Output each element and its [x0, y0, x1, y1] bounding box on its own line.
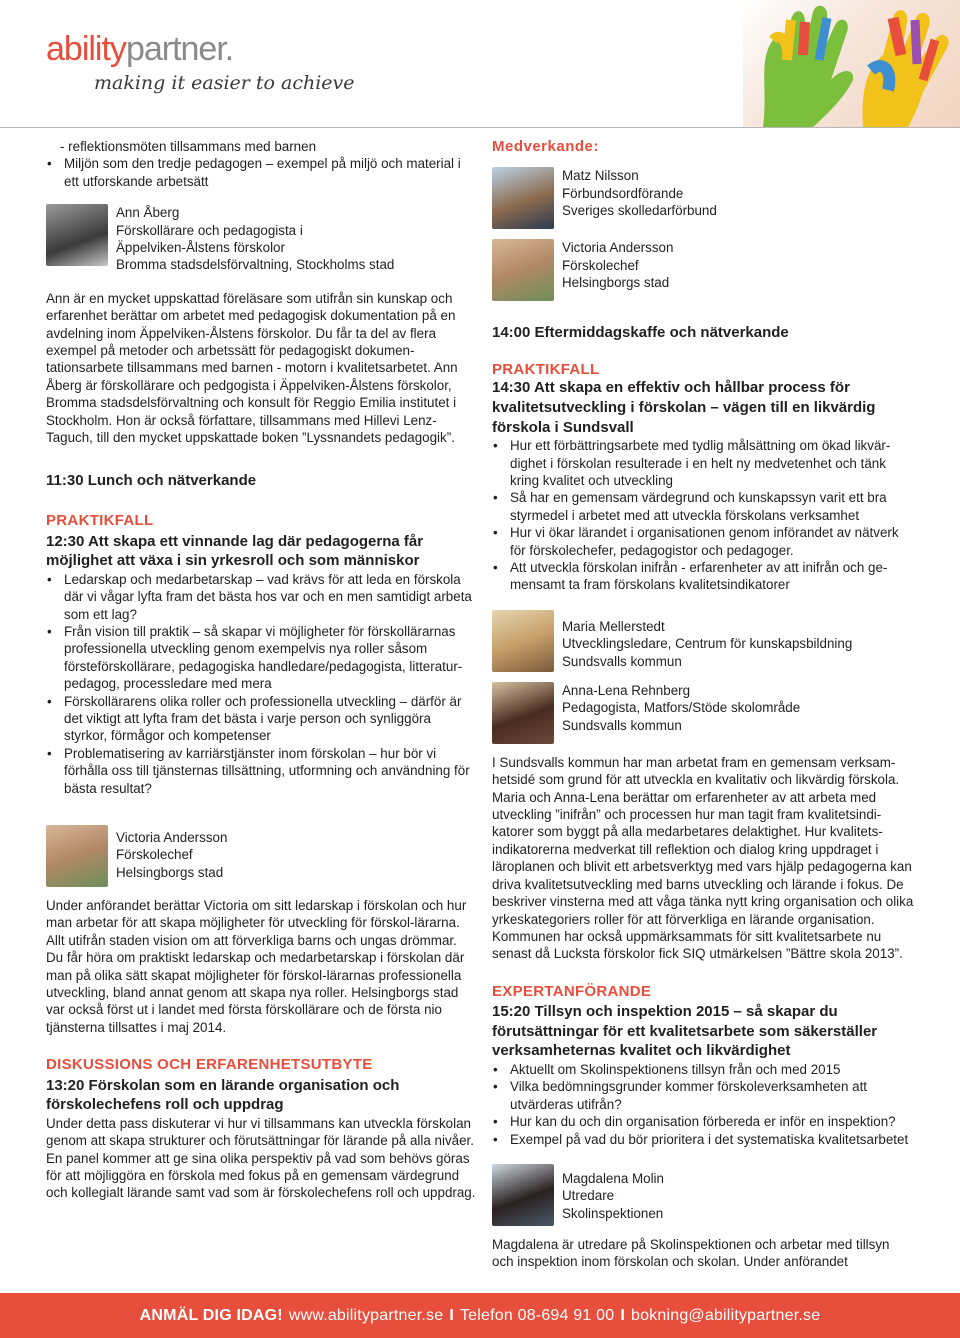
magdalena-description: Magdalena är utredare på Skolinspektionen och arbetar med tillsyn och inspektion inom förskolan och skolan. Under anförandet	[492, 1236, 890, 1270]
phone-number[interactable]: Telefon 08-694 91 00	[459, 1306, 615, 1324]
speaker-victoria-andersson-right	[492, 239, 914, 301]
speaker-role: Utredare	[562, 1188, 615, 1204]
session-description: Under detta pass diskuterar vi hur vi tillsammans kan utveckla förskolan genom att skapa strukturer och förutsättningar för lärande på alla nivåer. En panel kommer att ge sina olika perspektiv på vad som behövs göras för att möjliggöra en förskola med fokus på en gemensam värdegrund och kollegialt lärande samt vad som är förskolechefens roll och uppdrag.	[46, 1115, 476, 1201]
footer-bar	[0, 1293, 960, 1338]
speaker-photo	[492, 239, 554, 301]
register-cta[interactable]: ANMÄL DIG IDAG!	[139, 1306, 283, 1324]
session-title: 14:30 Att skapa en effektiv och hållbar process för kvalitetsutveckling i förskolan – vägen till en likvärdig förskola i Sundsvall	[492, 379, 876, 436]
bullet-item: • Problematisering av karriärstjänster inom förskolan – hur bör vi förhålla oss till tjänsternas tillsättning, utformning och användning för bästa resultat?	[64, 745, 476, 797]
speaker-role: Förskolechef	[116, 847, 193, 863]
section-label: EXPERTANFÖRANDE	[492, 982, 652, 1000]
speaker-role: Utvecklingsledare, Centrum för kunskapsbildning	[562, 636, 853, 652]
logo-ability: ability	[46, 30, 126, 68]
speaker-org: Helsingborgs stad	[562, 275, 670, 291]
intro-bullet: • Miljön som den tredje pedagogen – exempel på miljö och material i ett utforskande arbetsätt	[64, 155, 476, 190]
intro-dash-item: - reflektionsmöten tillsammans med barnen	[60, 139, 317, 154]
logo-partner: partner.	[125, 30, 234, 68]
header-divider	[0, 127, 960, 128]
coffee-heading: 14:00 Eftermiddagskaffe och nätverkande	[492, 324, 789, 342]
speaker-org: Sundsvalls kommun	[562, 717, 682, 733]
session-title: 13:20 Förskolan som en lärande organisation och förskolechefens roll och uppdrag	[46, 1076, 400, 1114]
footer-separator: I	[620, 1306, 625, 1324]
bullet-item: • Aktuellt om Skolinspektionens tillsyn från och med 2015	[510, 1061, 914, 1078]
speaker-ann-aberg	[46, 204, 476, 274]
bullet-item: • Vilka bedömningsgrunder kommer förskoleverksamheten att utvärderas utifrån?	[510, 1078, 914, 1113]
speaker-photo	[46, 204, 108, 266]
bullet-item: • Ledarskap och medarbetarskap – vad krävs för att leda en förskola där vi vågar lyfta fram det bästa hos var och en men samtidigt arbeta som ett lag?	[64, 571, 476, 623]
speaker-name: Anna-Lena Rehnberg	[562, 682, 691, 698]
bullet-item: • Att utveckla förskolan inifrån - erfarenheter av att inifrån och ge-mensamt ta fram förskolans kvalitetsindikatorer	[510, 559, 914, 594]
session-title: 12:30 Att skapa ett vinnande lag där pedagogerna får möjlighet att växa i sin yrkesroll och som människor	[46, 532, 424, 570]
speaker-role: Förskollärare och pedagogista i	[116, 222, 303, 238]
speaker-name: Victoria Andersson	[116, 829, 228, 845]
speaker-anna-lena-rehnberg	[492, 682, 914, 744]
session-title: 15:20 Tillsyn och inspektion 2015 – så skapar du förutsättningar för ett kvalitetsarbete som säkerställer verksamheternas kvalitet och likvärdighet	[492, 1003, 878, 1060]
logo	[46, 30, 233, 69]
speaker-photo	[492, 682, 554, 744]
speaker-maria-mellerstedt	[492, 610, 914, 672]
website-link[interactable]: www.abilitypartner.se	[288, 1306, 444, 1324]
speaker-org: Bromma stadsdelsförvaltning, Stockholms stad	[116, 257, 395, 273]
right-column	[492, 138, 914, 1271]
speaker-name: Victoria Andersson	[562, 240, 674, 256]
tagline: making it easier to achieve	[94, 72, 355, 94]
footer-separator: I	[449, 1306, 454, 1324]
speaker-photo	[492, 610, 554, 672]
section-label: PRAKTIKFALL	[492, 361, 600, 378]
speaker-org: Sundsvalls kommun	[562, 653, 682, 669]
speaker-org: Sveriges skolledarförbund	[562, 203, 717, 219]
speaker-matz-nilsson	[492, 167, 914, 229]
left-column	[46, 138, 476, 1202]
contributors-heading: Medverkande:	[492, 138, 599, 155]
speaker-photo	[46, 825, 108, 887]
bullet-item: • Hur kan du och din organisation förbereda er inför en inspektion?	[510, 1113, 914, 1130]
bullet-item: • Hur vi ökar lärandet i organisationen genom införandet av nätverk för förskolechefer, pedagogistor och pedagoger.	[510, 524, 914, 559]
bullet-item: • Hur ett förbättringsarbete med tydlig målsättning om ökad likvär-dighet i förskolan resulterade i en helt ny medvetenhet och tänk kring kvalitet och utveckling	[510, 437, 914, 489]
bullet-item: • Förskollärarens olika roller och professionella utveckling – därför är det viktigt att lyfta fram det bästa i varje person och synliggöra styrkor, förmågor och kompetenser	[64, 693, 476, 745]
speaker-name: Ann Åberg	[116, 205, 180, 221]
speaker-org: Helsingborgs stad	[116, 864, 224, 880]
speaker-photo	[492, 1164, 554, 1226]
speaker-role: Förskolechef	[562, 257, 639, 273]
speaker-magdalena-molin	[492, 1164, 914, 1226]
sundsvall-description: I Sundsvalls kommun har man arbetat fram en gemensam verksam-hetsidé som grund för att utveckla en kvalitativ och likvärdig förskola. Maria och Anna-Lena berättar om erfarenheter av att arbeta med utveckling ”inifrån” och processen hur man tagit fram kvalitetsindi-katorer som byggt på alla medarbetares delaktighet. Hur kvalitets-indikatorerna medverkat till reflektion och dialog kring uppdraget i läroplanen och blivit ett arbetsverktyg med vars hjälp pedagogerna kan driva kvalitetsutveckling med barns utveckling och lärande i fokus. De beskriver vinsterna med att våga tänka nytt kring organisation och olika yrkeskategoriers roller för att förverkliga en lärande organisation. Kommunen har också uppmärksammats för sitt kvalitetsarbete nu senast då Lucksta förskolor fick SIQ utmärkelsen ”Bättre skola 2013”.	[492, 754, 914, 962]
bullet-item: • Exempel på vad du bör prioritera i det systematiska kvalitetsarbetet	[510, 1131, 914, 1148]
section-label: DISKUSSIONS OCH ERFARENHETSUTBYTE	[46, 1056, 373, 1074]
victoria-description: Under anförandet berättar Victoria om sitt ledarskap i förskolan och hur man arbetar för att skapa möjligheter för utveckling för förskol-lärarna. Allt utifrån staden vision om att förverkliga barns och ungas drömmar. Du får höra om praktiskt ledarskap och medarbetarskap i förskolan där man på olika sätt skapat möjligheter för förskol-lärarnas professionella utveckling, bland annat genom att skapa nya roller. Helsingborgs stad var också först ut i landet med första förskollärare och de första nio tjänsterna tillsattes i maj 2014.	[46, 897, 467, 1035]
speaker-role: Pedagogista, Matfors/Stöde skolområde	[562, 700, 801, 716]
speaker-name: Maria Mellerstedt	[562, 618, 665, 634]
section-label: PRAKTIKFALL	[46, 512, 154, 530]
bullet-item: • Från vision till praktik – så skapar vi möjligheter för förskollärarnas professionella utveckling genom exempelvis nya roller såsom försteförskollärare, pedagogiska handledare/pedagogista, litteratur-pedagog, processledare med mera	[64, 623, 476, 693]
ann-description: Ann är en mycket uppskattad föreläsare som utifrån sin kunskap och erfarenhet berättar om arbetet med pedagogisk dokumentation på en avdelning inom Äppelviken-Ålstens förskolor. Du får ta del av flera exempel på metoder och arbetssätt för pedagogiskt dokumen-tationsarbete tillsammans med barnen - motorn i kvalitetsarbetet. Ann Åberg är förskollärare och pedgogista i Äppelviken-Ålstens förskolor, Bromma stadsdelsförvaltning och konsult för Reggio Emilia institutet i Stockholm. Hon är också författare, tillsammans med Hillevi Lenz-Taguch, till den mycket uppskattade boken ”Lyssnandets pedagogik”.	[46, 290, 458, 446]
bullet-item: • Så har en gemensam värdegrund och kunskapssyn varit ett bra styrmedel i arbetet med att utveckla förskolans verksamhet	[510, 489, 914, 524]
email-link[interactable]: bokning@abilitypartner.se	[630, 1306, 821, 1324]
speaker-photo	[492, 167, 554, 229]
speaker-role: Förbundsordförande	[562, 185, 684, 201]
speaker-org: Skolinspektionen	[562, 1205, 664, 1221]
lunch-heading: 11:30 Lunch och nätverkande	[46, 471, 257, 489]
speaker-victoria-andersson	[46, 825, 476, 887]
speaker-role: Äppelviken-Ålstens förskolor	[116, 240, 285, 256]
painted-hands-image	[743, 0, 960, 127]
speaker-name: Matz Nilsson	[562, 168, 639, 184]
page-header	[0, 0, 960, 127]
speaker-name: Magdalena Molin	[562, 1170, 664, 1186]
